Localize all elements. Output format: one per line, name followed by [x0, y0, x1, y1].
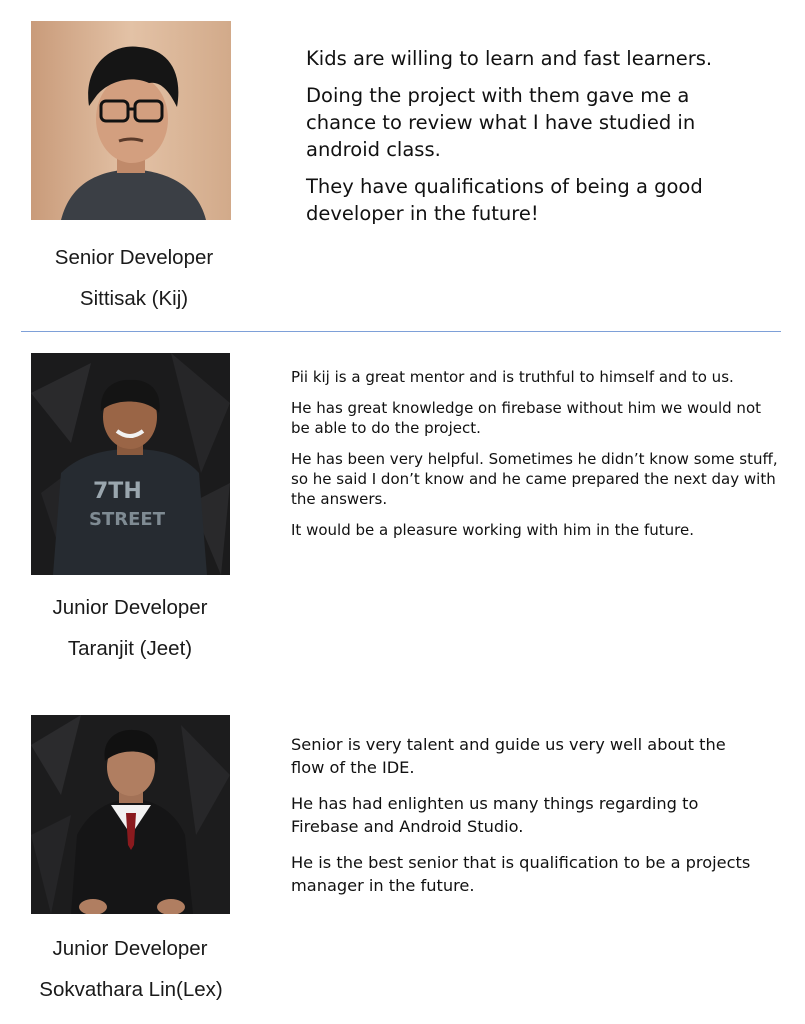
quote-paragraph: It would be a pleasure working with him in the future.	[291, 521, 694, 539]
junior-developer-taranjit-quote	[291, 367, 781, 551]
quote-paragraph: He has great knowledge on firebase without him we would not be able to do the project.	[291, 399, 762, 437]
junior-developer-sokvathara-role: Junior Developer	[52, 937, 208, 960]
svg-text:STREET: STREET	[89, 509, 165, 530]
quote-paragraph: They have qualifications of being a good developer in the future!	[306, 175, 703, 225]
senior-developer-quote	[306, 45, 746, 237]
quote-paragraph: He has had enlighten us many things regarding to Firebase and Android Studio.	[291, 794, 699, 836]
junior-developer-taranjit-name: Taranjit (Jeet)	[67, 637, 193, 660]
senior-developer-name: Sittisak (Kij)	[79, 287, 189, 310]
junior-developer-sokvathara-photo	[31, 715, 230, 914]
junior-developer-taranjit-role: Junior Developer	[52, 596, 208, 619]
section-divider	[21, 331, 781, 332]
quote-paragraph: Senior is very talent and guide us very well about the flow of the IDE.	[291, 735, 726, 777]
junior-developer-sokvathara-name: Sokvathara Lin(Lex)	[39, 978, 223, 1001]
quote-paragraph: He is the best senior that is qualification to be a projects manager in the future.	[291, 853, 751, 895]
junior-developer-taranjit-photo	[31, 353, 230, 575]
junior-developer-sokvathara-quote	[291, 733, 761, 910]
quote-paragraph: Kids are willing to learn and fast learners.	[306, 47, 713, 70]
quote-paragraph: He has been very helpful. Sometimes he didn’t know some stuff, so he said I don’t know and he came prepared the next day with the answers.	[291, 450, 778, 508]
senior-developer-photo	[31, 21, 231, 220]
quote-paragraph: Pii kij is a great mentor and is truthful to himself and to us.	[291, 368, 734, 386]
senior-developer-role: Senior Developer	[54, 246, 214, 269]
quote-paragraph: Doing the project with them gave me a chance to review what I have studied in android class.	[306, 84, 696, 161]
svg-text:7TH: 7TH	[93, 479, 142, 504]
